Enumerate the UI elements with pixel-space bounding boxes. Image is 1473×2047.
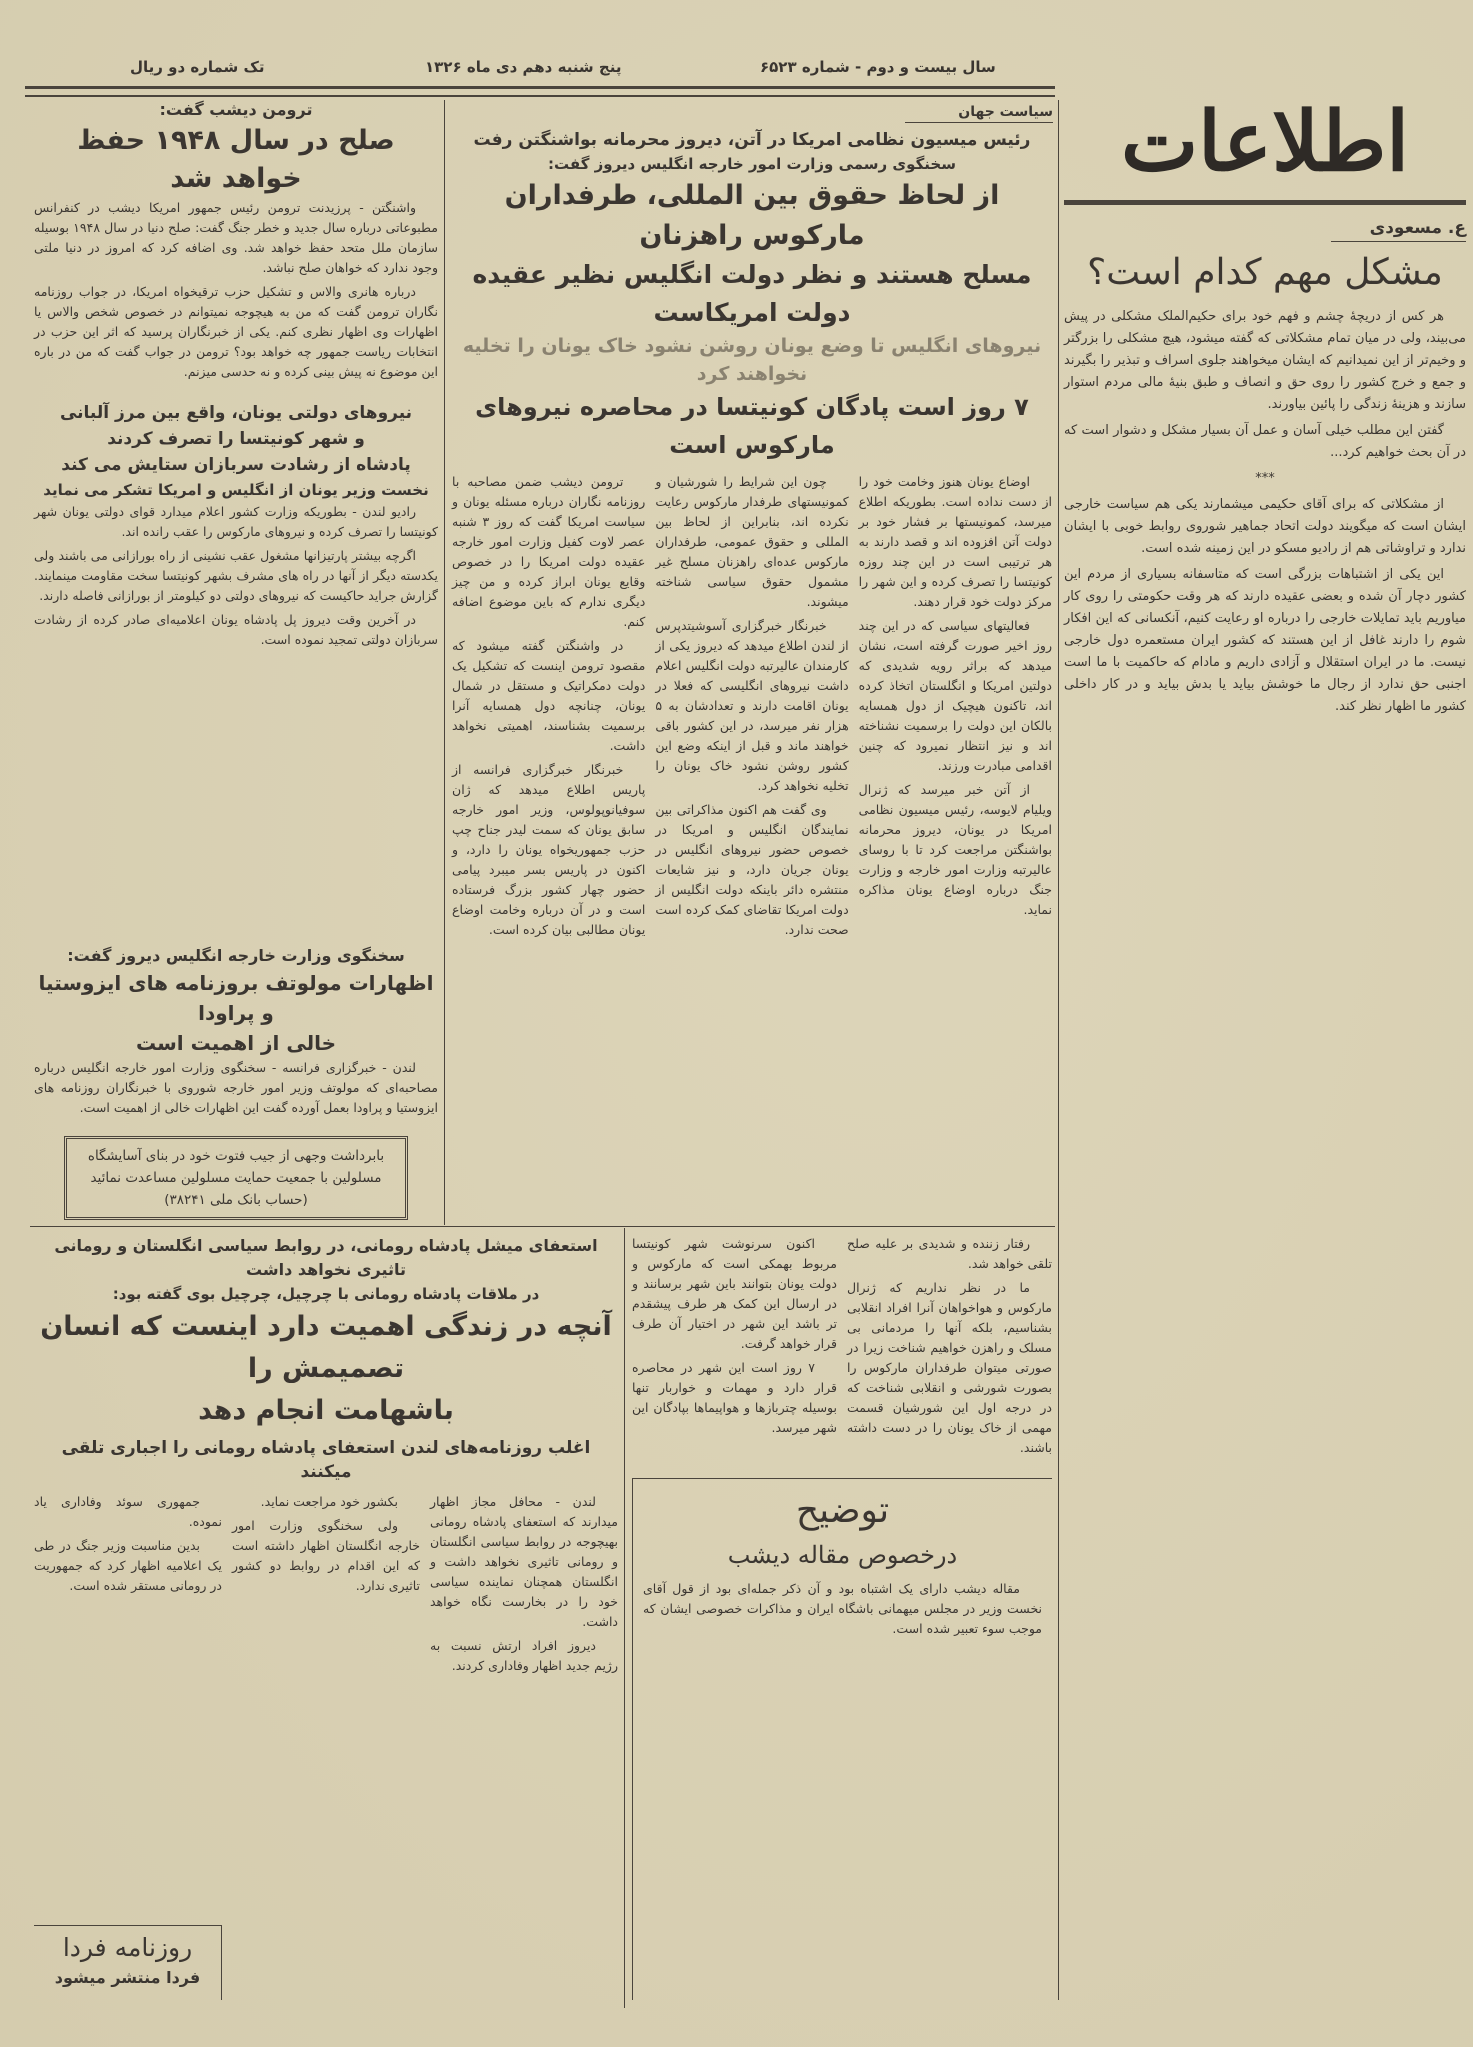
article-body (34, 198, 438, 382)
article-subhead: اغلب روزنامه‌های لندن استعفای پادشاه رومانی را اجباری تلقی میکنند (61, 1438, 591, 1482)
truman-article (34, 98, 438, 386)
romania-article (34, 1234, 618, 2000)
charity-ad-box: بابرداشت وجهی از جیب فتوت خود در بنای آسایشگاه مسلولین با جمعیت حمایت مسلولین مساعدت نمائید (حساب بانک ملی ۳۸۲۴۱) (64, 1136, 408, 1220)
date-label: پنج شنبه دهم دی ماه ۱۳۲۶ (425, 58, 622, 76)
paragraph: جمهوری سوئد وفاداری یاد نموده. (34, 1494, 222, 1529)
molotov-article (34, 930, 438, 1122)
article-headline: از لحاظ حقوق بین المللی، طرفداران مارکوس راهزنان (504, 180, 1000, 251)
paragraph: واشنگتن - پرزیدنت ترومن رئیس جمهور امریکا دیشب در کنفرانس مطبوعاتی درباره سال جدید و خطر جنگ گفت: صلح دنیا در سال ۱۹۴۸ بوسیله سازمان ملل متحد حفظ خواهد شد. وی اضافه کرد که امروز در دنیا ملتی وجود ندارد که خواهان صلح نباشد. (34, 200, 439, 275)
paragraph: رفتار زننده و شدیدی بر علیه صلح تلقی خواهد شد. (847, 1236, 1052, 1271)
article-headline: خالی از اهمیت است (135, 1031, 337, 1055)
article-body (34, 502, 438, 650)
editorial-title: مشکل مهم کدام است؟ (1087, 252, 1443, 293)
left-column (34, 98, 438, 1220)
section-label: سیاست جهان (905, 102, 1053, 123)
article-deck: نیروهای انگلیس تا وضع یونان روشن نشود خاک یونان را تخلیه نخواهند کرد (462, 335, 1042, 385)
world-section (452, 128, 1052, 1222)
article-headline: پادشاه از رشادت سربازان ستایش می کند (61, 455, 411, 475)
greece-article (34, 400, 438, 654)
world-headline-block (452, 128, 1052, 464)
masthead-rule (1064, 200, 1466, 205)
world-lower-columns (632, 1234, 1052, 1462)
paragraph: ولی سخنگوی وزارت امور خارجه انگلستان اظهار داشته است که این اقدام در روابط دو کشور تاثیری ندارد. (232, 1518, 420, 1593)
paragraph: در آخرین وقت دیروز پل پادشاه یونان اعلامیه‌ای صادر کرده از رشادت سربازان دولتی تمجید نموده است. (34, 612, 438, 647)
article-kicker: سخنگوی وزارت خارجه انگلیس دیروز گفت: (67, 946, 405, 965)
article-subhead: درخصوص مقاله دیشب (727, 1541, 958, 1569)
farda-announcement-box (34, 1925, 222, 2000)
editorial-body (1064, 306, 1466, 722)
separator: *** (1255, 471, 1275, 486)
announcement-title: روزنامه فردا (62, 1933, 193, 1962)
romania-column-1 (430, 1492, 618, 2000)
article-body (34, 1058, 438, 1118)
paragraph: رادیو لندن - بطوریکه وزارت کشور اعلام میدارد قوای دولتی یونان شهر کونیتسا را تصرف کرده و نیروهای مارکوس را عقب رانده اند. (34, 504, 438, 539)
paragraph: فعالیتهای سیاسی که در این چند روز اخیر صورت گرفته است، نشان میدهد که براثر رویه شدیدی که دولتین امریکا و انگلستان اتخاذ کرده اند، تاکنون هیچیک از دول همسایه بالکان این دولت را برسمیت نشناخته اند و نیز انتظار نمیرود که چنین اقدامی مبادرت ورزند. (858, 618, 1052, 773)
paragraph: ترومن دیشب ضمن مصاحبه با روزنامه نگاران درباره مسئله یونان و سیاست امریکا گفت که روز ۳ شنبه عصر لاوت کفیل وزارت امور خارجه عقیده دولت امریکا را در خصوص وقایع یونان ابراز کرده و من چیز دیگری ندارم که باین موضوع اضافه کنم. (452, 474, 646, 629)
article-headline: باشهامت انجام دهد (198, 1395, 454, 1426)
announcement-subtitle: فردا منتشر میشود (54, 1968, 201, 1987)
article-subhead: نخست وزیر یونان از انگلیس و امریکا تشکر می نماید (43, 481, 429, 499)
article-headline: آنچه در زندگی اهمیت دارد اینست که انسان تصمیمش را (40, 1311, 612, 1384)
paragraph: لندن - خبرگزاری فرانسه - سخنگوی وزارت امور خارجه انگلیس درباره مصاحبه‌ای که مولوتف وزیر امور خارجه شوروی با خبرنگاران روزنامه های ایزوستیا و پراودا بعمل آورده گفت این اظهارات خالی از اهمیت است. (34, 1060, 438, 1115)
paragraph: اوضاع یونان هنوز وخامت خود را از دست نداده است. بطوریکه اطلاع میرسد، کمونیستها بر فشار خود بر دولت آتن افزوده اند و قصد دارند به هر ترتیبی است در این چند روزه کونیتسا را تصرف کرده و این شهر را مرکز دولت خود قرار دهند. (858, 474, 1052, 609)
header-rule (25, 86, 1055, 97)
paragraph: خبرنگار خبرگزاری آسوشیتدپرس از لندن اطلاع میدهد که دیروز یکی از کارمندان عالیرتبه دولت انگلیس اعلام داشت نیروهای انگلیسی که فعلا در یونان اقامت دارند و تعدادشان به ۵ هزار نفر میرسد، در این کشور باقی خواهند ماند و قبل از اینکه وضع این کشور روشن نشود خاک یونان را تخلیه نخواهد کرد. (655, 618, 849, 793)
paragraph: دیروز افراد ارتش نسبت به رژیم جدید اظهار وفاداری کردند. (430, 1638, 618, 1673)
article-headline: صلح در سال ۱۹۴۸ حفظ خواهد شد (77, 125, 395, 194)
lower-middle-section (632, 1234, 1052, 2000)
article-body (633, 1573, 1052, 1649)
column-divider (624, 1228, 625, 2008)
world-lower-column-1 (847, 1234, 1052, 1462)
price-label: تک شماره دو ریال (130, 58, 265, 76)
paragraph: اکنون سرنوشت شهر کونیتسا مربوط بهمکی است که مارکوس و دولت یونان بتوانند باین شهر برسانند و در ارسال این کمک هر طرف پیشقدم تر باشد این شهر در اختیار آن طرف قرار خواهد گرفت. (632, 1236, 837, 1351)
paragraph: بکشور خود مراجعت نماید. (260, 1494, 398, 1509)
article-headline: مسلح هستند و نظر دولت انگلیس نظیر عقیده دولت امریکاست (472, 260, 1032, 327)
issue-label: سال بیست و دوم - شماره ۶۵۲۳ (760, 58, 996, 76)
article-headline: توضیح (795, 1490, 890, 1531)
article-kicker: سخنگوی رسمی وزارت امور خارجه انگلیس دیروز گفت: (548, 155, 956, 173)
paragraph: هر کس از دریچهٔ چشم و فهم خود برای حکیم‌الملک مشکلی در پیش می‌بیند، ولی در میان تمام مشکلاتی که گفته میشود، هیچ مشکلی را بزرگتر و وخیم‌تر از این نمیدانیم که ایشان میخواهند جلوی اسراف و تبذیر را بگیرند و جمع و خرج کشور را روی حق و انصاف و طبق بنیهٔ مالی مردم استوار سازند و هزینهٔ زندگی را پائین بیاورند. (1064, 309, 1466, 412)
paragraph: از آتن خبر میرسد که ژنرال ویلیام لایوسه، رئیس میسیون نظامی امریکا در یونان، دیروز محرمانه بواشنگتن مراجعت کرد تا با روسای عالیرتبه وزارت امور خارجه و وزارت جنگ درباره اوضاع یونان مذاکره نماید. (858, 782, 1052, 917)
world-column-1 (859, 472, 1052, 924)
article-kicker: استعفای میشل پادشاه رومانی، در روابط سیاسی انگلستان و رومانی تاثیری نخواهد داشت (54, 1236, 598, 1279)
paragraph: چون این شرایط را شورشیان و کمونیستهای طرفدار مارکوس رعایت نکرده اند، بنابراین از لحاظ بین المللی و حقوق عمومی، طرفداران مارکوس عده‌ای راهزنان مسلح غیر مشمول حقوق سیاسی شناخته میشوند. (655, 474, 849, 609)
paragraph: گفتن این مطلب خیلی آسان و عمل آن بسیار مشکل و دشوار است که در آن بحث خواهیم کرد... (1064, 423, 1466, 460)
romania-column-3 (34, 1492, 222, 2000)
paragraph: اگرچه بیشتر پارتیزانها مشغول عقب نشینی از راه بورازانی می باشند ولی یکدسته دیگر از آنها در راه های مشرف بشهر کونیتسا سخت مقاومت مینمایند. گزارش جراید حاکیست که نیروهای دولتی دو کیلومتر از بورازانی فاصله دارند. (34, 548, 438, 603)
paragraph: بدین مناسبت وزیر جنگ در طی یک اعلامیه اظهار کرد که جمهوریت در رومانی مستقر شده است. (34, 1538, 222, 1593)
romania-column-2 (232, 1492, 420, 2000)
paragraph: ۷ روز است این شهر در محاصره قرار دارد و مهمات و خواربار تنها بوسیله چتربازها و هواپیماها بپادگان این شهر میرسد. (632, 1360, 837, 1435)
paragraph: لندن - محافل مجاز اظهار میدارند که استعفای پادشاه رومانی بهیچوجه در روابط سیاسی انگلستان و رومانی تاثیری نخواهد داشت و انگلستان همچنان نماینده سیاسی خود را در بخارست نگاه خواهد داشت. (430, 1494, 618, 1629)
world-column-2 (655, 472, 848, 944)
romania-headline-block (34, 1234, 618, 1484)
world-lower-column-2 (632, 1234, 837, 1442)
paragraph: وی گفت هم اکنون مذاکراتی بین نمایندگان انگلیس و امریکا در خصوص حضور نیروهای انگلیس در یونان جریان دارد، و نیز شایعات منتشره دائر باینکه دولت انگلیس از دولت امریکا تقاضای کمک کرده است صحت ندارد. (655, 802, 849, 937)
article-kicker: در ملاقات پادشاه رومانی با چرچیل، چرچیل بوی گفته بود: (112, 1285, 540, 1303)
editorial-author: ع. مسعودی (1331, 215, 1466, 242)
newspaper-logo: اطلاعات (1120, 94, 1410, 190)
section-divider (30, 1226, 1055, 1227)
article-subhead: ۷ روز است پادگان کونیتسا در محاصره نیروهای مارکوس است (475, 393, 1029, 459)
right-column (1064, 92, 1466, 1997)
article-kicker: ترومن دیشب گفت: (159, 100, 313, 119)
paragraph: درباره هانری والاس و تشکیل حزب ترقیخواه امریکا، در جواب روزنامه نگاران ترومن گفت که من به هیچوجه نمیتوانم در خصوص شخص والاس یا اظهارات وی اظهار نظری کنم. یکی از خبرنگاران پرسید که اثر این حزب در انتخابات ریاست جمهور چه خواهد بود؟ ترومن در جواب گفت که من در باره این موضوع نه پیش بینی کرده و نه حدسی میزنم. (34, 284, 438, 379)
paragraph: ما در نظر نداریم که ژنرال مارکوس و هواخواهان آنرا افراد انقلابی بشناسیم، بلکه آنها را مردمانی بی مسلک و راهزن خواهیم شناخت زیرا در صورتی میتوان طرفداران مارکوس را بصورت شورشی و انقلابی شناخت که در درجه اول این شورشیان قسمت مهمی از خاک یونان را در دست داشته باشند. (847, 1280, 1052, 1455)
column-divider (444, 100, 445, 1225)
clarification-article (632, 1478, 1052, 2000)
paragraph: خبرنگار خبرگزاری فرانسه از پاریس اطلاع میدهد که ژان سوفیانوپولوس، وزیر امور خارجه سابق یونان که سمت لیدر جناح چپ حزب جمهوریخواه یونان را دارد، و اکنون در پاریس بسر میبرد پیامی حضور چهار کشور بزرگ فرستاده است و در آن درباره وخامت اوضاع یونان مطالبی بیان کرده است. (452, 762, 646, 937)
romania-columns (34, 1492, 618, 2000)
paragraph: در واشنگتن گفته میشود که مقصود ترومن اینست که تشکیل یک دولت دمکراتیک و مستقل در شمال یونان، چنانچه دول همسایه آنرا برسمیت بشناسند، اهمیتی نخواهد داشت. (452, 638, 646, 753)
paragraph: این یکی از اشتباهات بزرگی است که متاسفانه بسیاری از مردم این کشور دچار آن شده و بعضی عقیده دارند که هر وقت حکومتی را روی کار میاوریم باید تمایلات خارجی را درباره او رعایت کنیم، آنکسانی که این افکار شوم را دارند غافل از این هستند که کشور ایران مستعمره دول خارجی نیست. ما در ایران استقلال و آزادی داریم و مادام که حاکمیت با ما است اجنبی حق ندارد از رجال ما خوشش بیاید یا بدش بیاید و در کار داخلی کشور ما اظهار نظر کند. (1064, 567, 1466, 714)
paragraph: مقاله دیشب دارای یک اشتباه بود و آن ذکر جمله‌ای بود از قول آقای نخست وزیر در مجلس میهمانی باشگاه ایران و مذاکرات خصوصی ایشان که موجب سوء تعبیر شده است. (643, 1581, 1042, 1636)
column-divider (1058, 100, 1059, 2000)
world-columns (452, 472, 1052, 944)
paragraph: از مشکلاتی که برای آقای حکیمی میشمارند یکی هم سیاست خارجی ایشان است که میگویند دولت اتحاد جماهیر شوروی روابط خوبی با ایشان ندارد و تراوشاتی هم از رادیو مسکو در این زمینه شده است. (1064, 497, 1466, 556)
article-headline: نیروهای دولتی یونان، واقع بین مرز آلبانی (59, 403, 413, 423)
article-kicker: رئیس میسیون نظامی امریکا در آتن، دیروز محرمانه بواشنگتن رفت (473, 130, 1031, 150)
article-headline: اظهارات مولوتف بروزنامه های ایزوستیا و پراودا (38, 971, 434, 1025)
article-headline: و شهر کونیتسا را تصرف کردند (107, 429, 365, 449)
world-column-3 (452, 472, 645, 944)
